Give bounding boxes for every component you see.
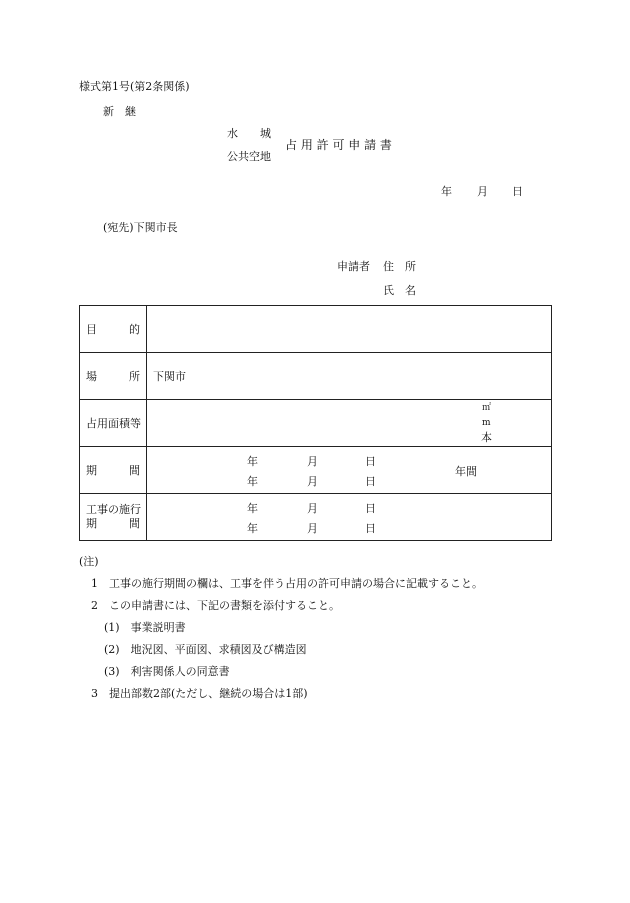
place-value-cell[interactable] [147,353,552,400]
period-label-a: 期 [86,464,97,477]
area-value-cell[interactable] [147,400,552,447]
period-value-cell[interactable] [147,447,552,494]
application-table [79,305,552,541]
notes-heading: (注) [79,555,99,568]
continue-label: 継 [125,105,136,118]
note-sub-1: (1) 事業説明書 [104,621,186,634]
period-row [80,447,552,494]
area-label: 占用面積等 [86,417,141,430]
applicant-address-label: 住 所 [383,260,416,273]
date-month-label: 月 [477,185,488,198]
addressee: (宛先)下関市長 [103,221,178,234]
construction-end-year: 年 [247,522,258,535]
construction-start-year: 年 [247,502,258,515]
purpose-label-a: 目 [86,323,97,336]
place-label-a: 場 [86,370,97,383]
page-title: 占 用 許 可 申 請 書 [285,138,392,152]
unit-m2: ㎡ [482,403,492,413]
purpose-label-b: 的 [129,323,140,336]
water-area-label: 水 城 [227,127,271,140]
construction-label-line1: 工事の施行 [86,503,141,516]
new-label: 新 [103,105,114,118]
note-item-3: 3 提出部数2部(ただし、継続の場合は1部) [91,687,308,700]
period-start-day: 日 [365,455,376,468]
period-end-year: 年 [247,475,258,488]
place-label-cell [80,353,147,400]
note-item-1: 1 工事の施行期間の欄は、工事を伴う占用の許可申請の場合に記載すること。 [91,577,483,590]
period-end-day: 日 [365,475,376,488]
period-start-year: 年 [247,455,258,468]
applicant-name-label: 氏 名 [383,284,416,297]
place-row [80,353,552,400]
unit-count: 本 [481,431,492,444]
date-year-label: 年 [441,185,452,198]
public-land-label: 公共空地 [227,150,271,163]
construction-value-cell[interactable] [147,494,552,541]
area-row [80,400,552,447]
note-item-2: 2 この申請書には、下記の書類を添付すること。 [91,599,340,612]
construction-label-b: 間 [129,517,140,530]
construction-start-month: 月 [307,502,318,515]
date-day-label: 日 [512,185,523,198]
period-total: 年間 [455,465,477,478]
purpose-row [80,306,552,353]
purpose-value-cell[interactable] [147,306,552,353]
period-label-cell [80,447,147,494]
purpose-label-cell [80,306,147,353]
construction-end-month: 月 [307,522,318,535]
construction-label-a: 期 [86,517,97,530]
period-end-month: 月 [307,475,318,488]
unit-m: m [482,418,491,428]
note-sub-3: (3) 利害関係人の同意書 [104,665,230,678]
period-start-month: 月 [307,455,318,468]
construction-start-day: 日 [365,502,376,515]
construction-end-day: 日 [365,522,376,535]
form-number: 様式第1号(第2条関係) [79,80,190,93]
applicant-label: 申請者 [337,260,370,273]
period-label-b: 間 [129,464,140,477]
construction-row [80,494,552,541]
note-sub-2: (2) 地況図、平面図、求積図及び構造図 [104,643,307,656]
area-label-cell [80,400,147,447]
construction-label-cell [80,494,147,541]
place-value: 下関市 [153,370,186,383]
place-label-b: 所 [129,370,140,383]
